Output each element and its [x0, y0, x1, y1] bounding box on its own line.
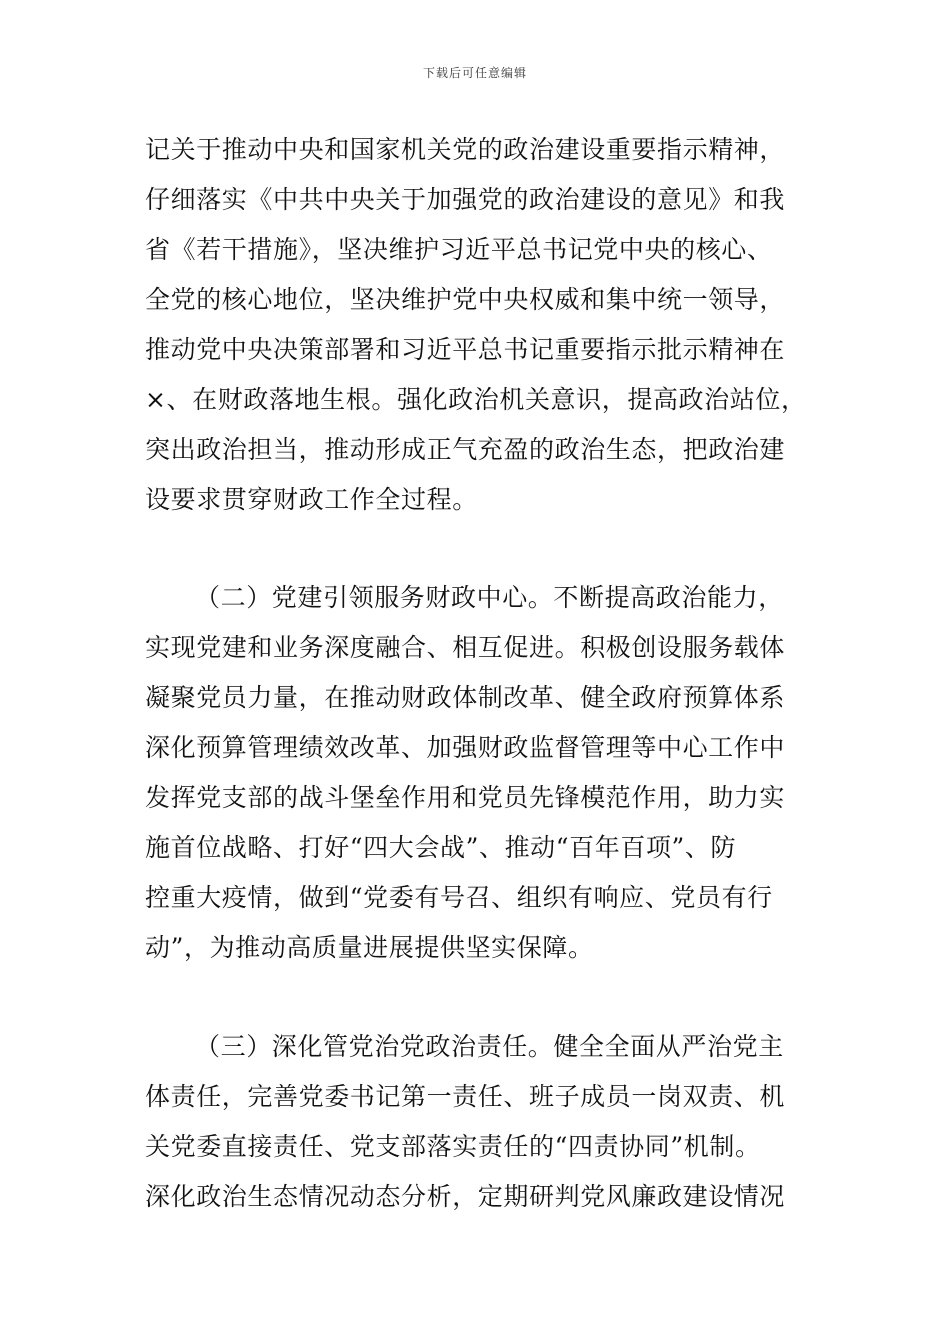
paragraph-line: 实现党建和业务深度融合、相互促进。积极创设服务载体: [145, 633, 786, 662]
paragraph-line: 动”，为推动高质量进展提供坚实保障。: [145, 933, 594, 962]
paragraph-line: 体责任，完善党委书记第一责任、班子成员一岗双责、机: [145, 1082, 786, 1111]
paragraph-line: 深化政治生态情况动态分析，定期研判党风廉政建设情况: [145, 1182, 786, 1211]
paragraph-line: 施首位战略、打好“四大会战”、推动“百年百项”、防: [145, 833, 737, 862]
paragraph-line: 省《若干措施》，坚决维护习近平总书记党中央的核心、: [145, 235, 773, 264]
page-header: 下载后可任意编辑: [422, 66, 527, 80]
paragraph-line: 记关于推动中央和国家机关党的政治建设重要指示精神，: [145, 135, 786, 164]
paragraph-line: 推动党中央决策部署和习近平总书记重要指示批示精神在: [145, 335, 786, 364]
paragraph-line: 控重大疫情，做到“党委有号召、组织有响应、党员有行: [145, 883, 773, 912]
paragraph-line: 发挥党支部的战斗堡垒作用和党员先锋模范作用，助力实: [145, 783, 786, 812]
paragraph-line: 设要求贯穿财政工作全过程。: [145, 485, 478, 514]
paragraph-line: 深化预算管理绩效改革、加强财政监督管理等中心工作中: [145, 733, 786, 762]
paragraph-line: 凝聚党员力量，在推动财政体制改革、健全政府预算体系: [145, 683, 786, 712]
paragraph-line: （二）党建引领服务财政中心。不断提高政治能力，: [195, 583, 784, 612]
paragraph-line: 关党委直接责任、党支部落实责任的“四责协同”机制。: [145, 1132, 761, 1161]
paragraph-line: 全党的核心地位，坚决维护党中央权威和集中统一领导，: [145, 285, 786, 314]
paragraph-line: （三）深化管党治党政治责任。健全全面从严治党主: [195, 1032, 784, 1061]
paragraph-line: ×、在财政落地生根。强化政治机关意识，提高政治站位，: [145, 385, 807, 414]
paragraph-line: 仔细落实《中共中央关于加强党的政治建设的意见》和我: [145, 185, 786, 214]
paragraph-line: 突出政治担当，推动形成正气充盈的政治生态，把政治建: [145, 435, 786, 464]
